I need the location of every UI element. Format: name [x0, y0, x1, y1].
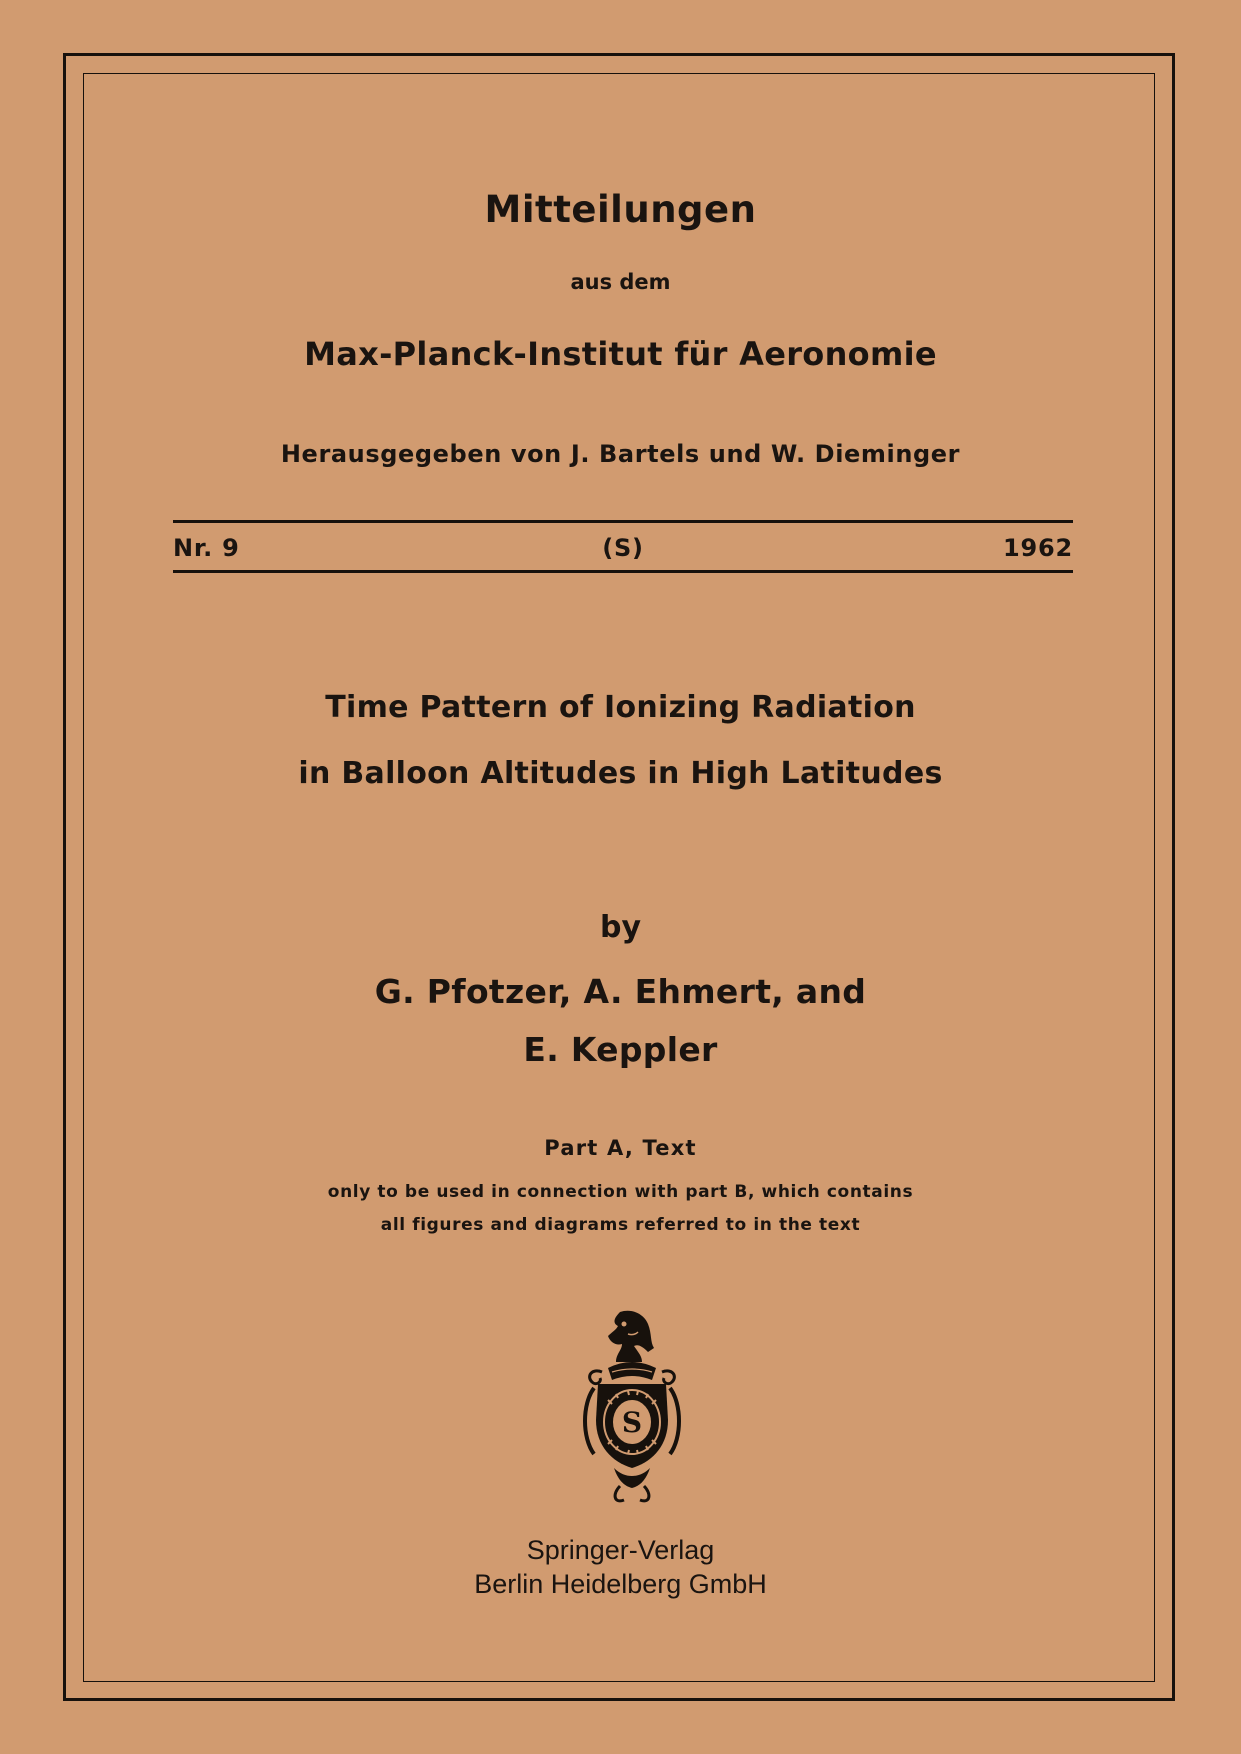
part-label: Part A, Text — [544, 1136, 697, 1160]
authors-line-2: E. Keppler — [523, 1030, 718, 1069]
bottom-rule-divider — [173, 570, 1073, 573]
by-label: by — [599, 910, 642, 945]
series-from-text: aus dem — [570, 270, 671, 294]
work-title-line-2: in Balloon Altitudes in High Latitudes — [298, 756, 943, 791]
authors-line-1: G. Pfotzer, A. Ehmert, and — [374, 972, 867, 1011]
publisher-name: Springer-Verlag — [526, 1535, 715, 1565]
springer-knight-emblem-icon — [572, 1308, 692, 1508]
publisher-city: Berlin Heidelberg GmbH — [474, 1569, 767, 1599]
usage-note-line-2: all figures and diagrams referred to in the text — [380, 1215, 861, 1235]
issue-year: 1962 — [1003, 534, 1073, 562]
work-title-line-1: Time Pattern of Ionizing Radiation — [325, 690, 916, 725]
usage-note-line-1: only to be used in connection with part B, which contains — [327, 1182, 914, 1202]
series-code: (S) — [602, 534, 644, 562]
series-title: Mitteilungen — [484, 188, 757, 231]
top-rule-divider — [173, 520, 1073, 523]
institute-name: Max-Planck-Institut für Aeronomie — [304, 335, 937, 373]
issue-info-row — [173, 530, 1073, 564]
editors-line: Herausgegeben von J. Bartels und W. Dieminger — [280, 440, 961, 468]
issue-number: Nr. 9 — [173, 534, 240, 562]
svg-text:S: S — [621, 1406, 643, 1439]
